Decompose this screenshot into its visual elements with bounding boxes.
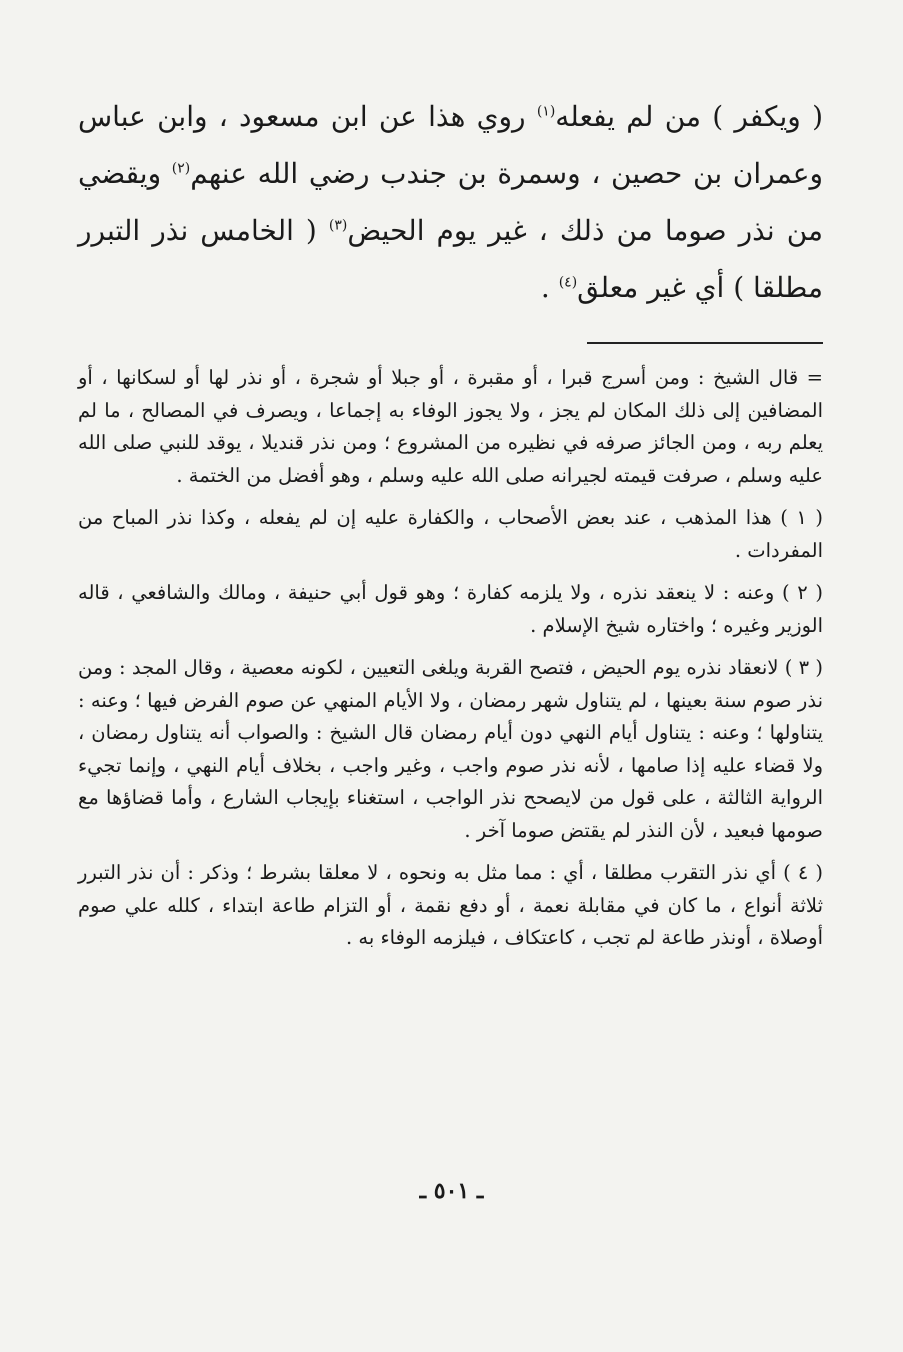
footnote-separator [587,342,823,344]
footnote-marker-3: (٣) [328,217,348,234]
main-text-end: . [540,271,559,304]
footnote-marker-2: (٢) [171,160,191,177]
footnotes [78,362,823,955]
footnote-2: ( ٢ ) وعنه : لا ينعقد نذره ، ولا يلزمه كفارة ؛ وهو قول أبي حنيفة ، ومالك والشافعي ، قاله الوزير وغيره ؛ واختاره شيخ الإسلام . [78,581,823,637]
page-content [78,88,823,1318]
footnote-marker-1: (١) [536,103,556,120]
main-text [78,88,823,316]
footnote-marker-4: (٤) [558,274,578,291]
main-text-part-2: روي هذا عن ابن مسعود ، وابن عباس وعمران بن حصين ، وسمرة بن جندب رضي الله عنهم [78,100,823,190]
page-number: ـ ٥٠١ ـ [419,1178,484,1204]
footnote-1: ( ١ ) هذا المذهب ، عند بعض الأصحاب ، والكفارة عليه إن لم يفعله ، وكذا نذر المباح من المفردات . [78,506,823,562]
footnote-3: ( ٣ ) لانعقاد نذره يوم الحيض ، فتصح القربة ويلغى التعيين ، لكونه معصية ، وقال المجد : ومن نذر صوم سنة بعينها ، لم يتناول شهر رمضان ، ولا الأيام المنهي عن صوم الفرض فيها ؛ وعنه : يتناولها ؛ وعنه : يتناول أيام النهي دون أيام رمضان قال الشيخ : والصواب أنه يتناول رمضان ، ولا قضاء عليه إذا صامها ، لأنه نذر صوم واجب ، وغير واجب ، بخلاف أيام النهي ، وإنما تجيء الرواية الثالثة ، على قول من لايصحح نذر الواجب ، استغناء بإيجاب الشارع ، وأما قضاؤها مع صومها فبعيد ، لأن النذر لم يقتض صوما آخر . [78,656,824,842]
main-text-part-4: ( الخامس نذر التبرر مطلقا ) أي غير معلق [78,214,823,304]
main-text-part-1: ( ويكفر ) من لم يفعله [555,100,823,133]
footnote-continued: = قال الشيخ : ومن أسرج قبرا ، أو مقبرة ، أو جبلا أو شجرة ، أو نذر لها أو لسكانها ، أو المضافين إلى ذلك المكان لم يجز ، ولا يجوز الوفاء به إجماعا ، ويصرف في المصالح ، ما لم يعلم ربه ، ومن الجائز صرفه في نظيره من المشروع ؛ ومن نذر قنديلا ، يوقد للنبي صلى الله عليه وسلم ، صرفت قيمته لجيرانه صلى الله عليه وسلم ، وهو أفضل من الختمة . [78,366,823,487]
main-text-part-3: ويقضي من نذر صوما من ذلك ، غير يوم الحيض [78,157,823,247]
footnote-4: ( ٤ ) أي نذر التقرب مطلقا ، أي : مما مثل به ونحوه ، لا معلقا بشرط ؛ وذكر : أن نذر التبرر ثلاثة أنواع ، ما كان في مقابلة نعمة ، أو دفع نقمة ، أو التزام طاعة ابتداء ، كلله علي صوم أوصلاة ، أونذر طاعة لم تجب ، كاعتكاف ، فيلزمه الوفاء به . [78,861,824,949]
